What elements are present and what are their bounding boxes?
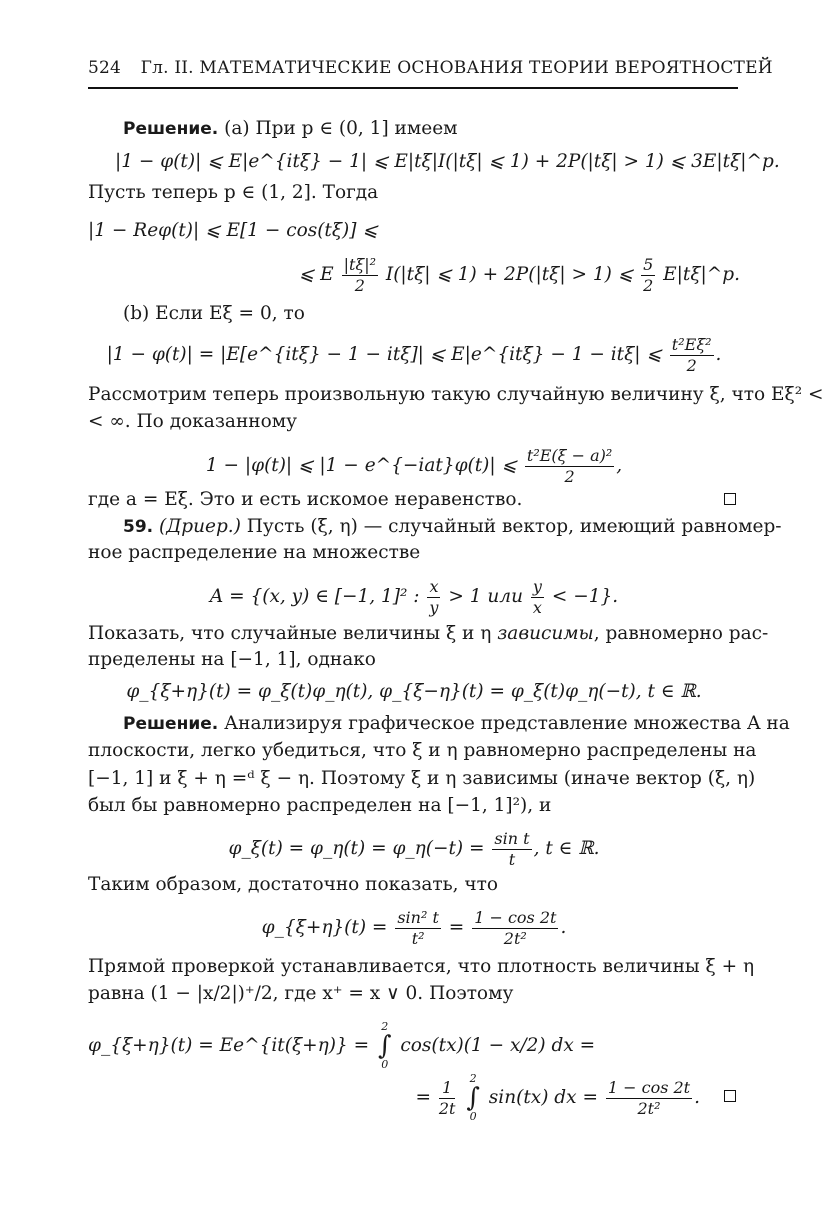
solution-label: Решение. [123, 119, 219, 139]
denominator: 2 [354, 275, 365, 295]
fraction [439, 1078, 456, 1119]
integral-sign-icon: ∫ [466, 1083, 480, 1113]
numerator: t²E(ξ − a)² [526, 445, 613, 465]
fraction [492, 829, 531, 870]
formula-2: |1 − Reφ(t)| ⩽ E[1 − cos(tξ)] ⩽ [88, 220, 378, 241]
denominator: 2 [564, 466, 575, 486]
formula-7 [88, 827, 740, 871]
fraction [525, 446, 614, 487]
denominator: x [532, 597, 542, 617]
formula-set-a [88, 575, 740, 619]
numerator: 1 − cos 2t [607, 1077, 691, 1097]
fraction [427, 577, 440, 618]
denominator: 2t² [637, 1098, 661, 1118]
integral [378, 1021, 392, 1071]
paragraph-line: Прямой проверкой устанавливается, что плотность величины ξ + η [88, 956, 755, 977]
formula-part: I(|tξ| ⩽ 1) + 2P(|tξ| > 1) ⩽ [385, 264, 634, 285]
line-text: Показать, что случайные величины ξ и η [88, 623, 498, 644]
formula-9 [88, 1016, 740, 1076]
denominator: t² [411, 928, 425, 948]
denominator: 2t² [503, 928, 527, 948]
formula-part: = [448, 917, 465, 938]
paragraph-line: ное распределение на множестве [88, 542, 421, 563]
formula-part: φ_{ξ+η}(t) = Ee^{it(ξ+η)} = [88, 1035, 370, 1056]
formula-part: sin(tx) dx = [488, 1087, 598, 1108]
problem-59-line [123, 515, 782, 539]
formula-part: E|tξ|^p. [663, 264, 740, 285]
fraction [641, 255, 655, 296]
formula-part: φ_{ξ+η}(t) = [261, 917, 388, 938]
formula-part: . [560, 917, 567, 938]
formula-part: > 1 или [448, 586, 524, 607]
numerator: x [429, 576, 439, 596]
problem-number: 59. [123, 517, 154, 537]
line-text: , равномерно рас- [593, 623, 769, 644]
formula-part: φ_ξ(t) = φ_η(t) = φ_η(−t) = [228, 838, 485, 859]
line-text: Пусть (ξ, η) — случайный вектор, имеющий равномер- [240, 516, 782, 537]
formula-5 [88, 444, 740, 488]
solution-label: Решение. [123, 714, 219, 734]
solution-heading-b [123, 712, 790, 736]
integral-lower-limit: 0 [469, 1110, 477, 1123]
denominator: 2 [686, 355, 697, 375]
fraction [395, 908, 441, 949]
paragraph-line: Таким образом, достаточно показать, что [88, 874, 499, 895]
formula-part: , t ∈ ℝ. [533, 838, 600, 859]
denominator: y [429, 597, 439, 617]
integral-lower-limit: 0 [381, 1058, 389, 1071]
integral-upper-limit: 2 [469, 1072, 477, 1085]
denominator: 2 [643, 275, 654, 295]
line-text: (а) При p ∈ (0, 1] имеем [218, 118, 458, 139]
formula-8 [88, 906, 740, 950]
formula-part: A = {(x, y) ∈ [−1, 1]² : [209, 586, 420, 607]
formula-part: < −1}. [551, 586, 619, 607]
fraction [342, 255, 378, 296]
formula-part: ⩽ E [298, 264, 334, 285]
numerator: |tξ|² [343, 254, 377, 274]
formula-part: . [715, 344, 722, 365]
fraction [670, 335, 714, 376]
page-number: 524 [88, 58, 122, 78]
paragraph-line: пределены на [−1, 1], однако [88, 649, 376, 670]
end-of-proof-square [724, 493, 736, 505]
numerator: y [532, 576, 542, 596]
paragraph-line: был бы равномерно распределен на [−1, 1]²), и [88, 795, 552, 816]
paragraph-line: равна (1 − |x/2|)⁺/2, где x⁺ = x ∨ 0. Поэтому [88, 983, 514, 1004]
formula-part: 1 − |φ(t)| ⩽ |1 − e^{−iat}φ(t)| ⩽ [205, 455, 518, 476]
end-of-proof-square [724, 1090, 736, 1102]
paragraph-line: где a = Eξ. Это и есть искомое неравенство. [88, 489, 523, 510]
paragraph-line [88, 622, 769, 646]
denominator: t [508, 849, 516, 869]
formula-6: φ_{ξ+η}(t) = φ_ξ(t)φ_η(t), φ_{ξ−η}(t) = φ_ξ(t)φ_η(−t), t ∈ ℝ. [126, 681, 702, 702]
line-text: Анализируя графическое представление множества A на [218, 713, 790, 734]
problem-author: (Дриер.) [153, 516, 241, 537]
emphasis-text: зависимы [497, 623, 594, 644]
formula-3 [88, 253, 740, 297]
header-rule [88, 87, 738, 89]
denominator: 2t [438, 1098, 456, 1118]
integral [466, 1073, 480, 1123]
formula-10 [88, 1068, 700, 1128]
numerator: sin t [494, 828, 530, 848]
running-header [88, 58, 773, 78]
running-title: Гл. II. МАТЕМАТИЧЕСКИЕ ОСНОВАНИЯ ТЕОРИИ ВЕРОЯТНОСТЕЙ [140, 58, 773, 78]
formula-part: |1 − φ(t)| = |E[e^{itξ} − 1 − itξ]| ⩽ E|e^{itξ} − 1 − itξ| ⩽ [106, 344, 662, 365]
numerator: sin² t [397, 907, 439, 927]
paragraph-line: Пусть теперь p ∈ (1, 2]. Тогда [88, 182, 379, 203]
numerator: 1 [439, 1078, 456, 1099]
numerator: 1 − cos 2t [474, 907, 557, 927]
formula-part: , [616, 455, 623, 476]
solution-heading-a [123, 117, 740, 141]
formula-part: = [415, 1087, 431, 1108]
paragraph-line: плоскости, легко убедиться, что ξ и η равномерно распределены на [88, 740, 757, 761]
formula-part: . [694, 1087, 700, 1108]
fraction [472, 908, 558, 949]
numerator: t²Eξ² [671, 334, 712, 354]
numerator: 5 [643, 254, 654, 274]
integral-upper-limit: 2 [381, 1020, 389, 1033]
fraction [531, 577, 544, 618]
paragraph-line: < ∞. По доказанному [88, 411, 298, 432]
formula-part: cos(tx)(1 − x/2) dx = [400, 1035, 596, 1056]
formula-4 [88, 333, 740, 377]
formula-1: |1 − φ(t)| ⩽ E|e^{itξ} − 1| ⩽ E|tξ|I(|tξ| ⩽ 1) + 2P(|tξ| > 1) ⩽ 3E|tξ|^p. [115, 151, 780, 172]
paragraph-line: (b) Если Eξ = 0, то [123, 303, 305, 324]
paragraph-line: Рассмотрим теперь произвольную такую случайную величину ξ, что Eξ² < [88, 384, 824, 405]
fraction [606, 1078, 692, 1119]
paragraph-line: [−1, 1] и ξ + η =ᵈ ξ − η. Поэтому ξ и η зависимы (иначе вектор (ξ, η) [88, 768, 756, 789]
integral-sign-icon: ∫ [377, 1031, 392, 1061]
